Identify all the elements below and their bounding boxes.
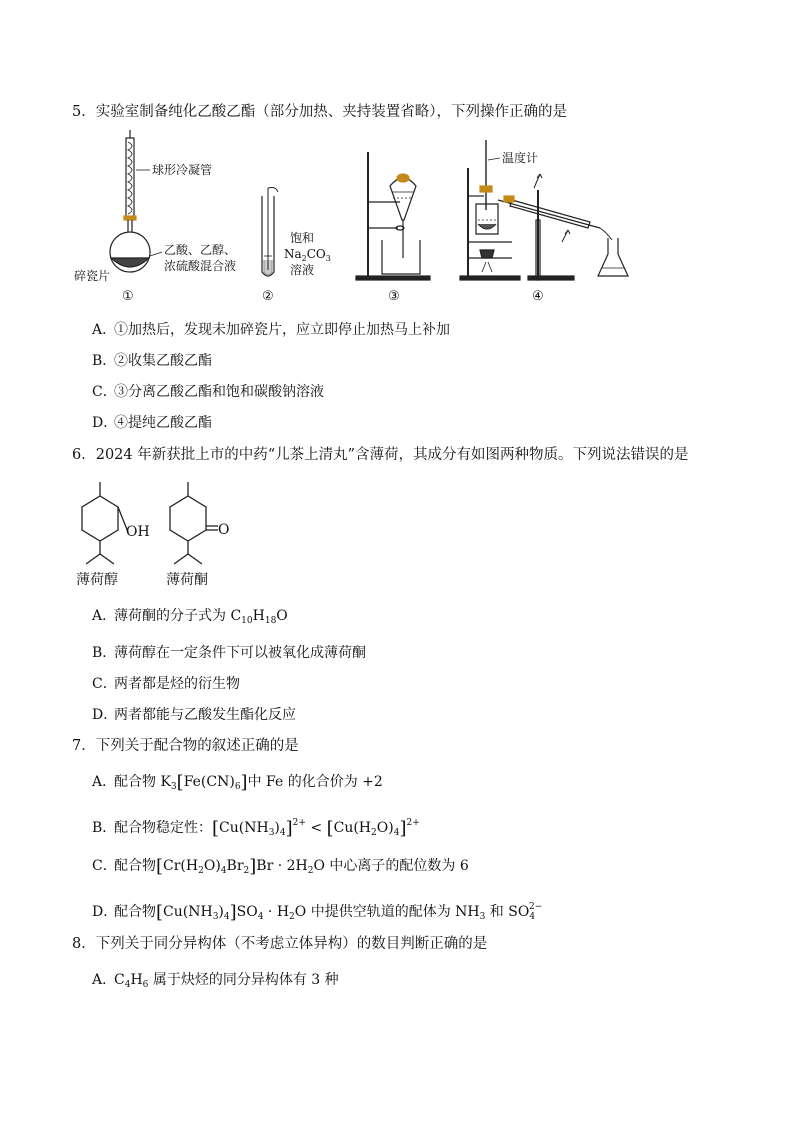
option-text: 配合物 [114,858,156,874]
menthol-structure [82,482,128,564]
subscript: 3 [170,782,177,792]
q8-option-a[interactable] [92,970,339,995]
option-text: 和 SO [485,904,530,920]
option-text: Br · 2H [256,858,308,874]
option-text: 中 Fe 的化合价为 +2 [247,774,383,790]
q7-option-a[interactable] [92,772,383,797]
option-text: SO [236,904,258,920]
apparatus-3-separatory-funnel [356,152,430,280]
option-key: A． [92,774,117,790]
subscript: 4 [279,828,286,838]
option-text: C [114,972,125,988]
subscript: 6 [234,782,241,792]
option-text: 配合物 [114,904,156,920]
apparatus-2-test-tube [262,188,278,277]
subscript: 3 [479,912,486,922]
subscript: 4 [223,912,230,922]
subscript: 2 [198,866,204,876]
option-key: B． [92,353,117,369]
label-mix-2: 浓硫酸混合液 [164,259,237,273]
bracket: ] [399,818,407,839]
label-thermometer: 温度计 [502,151,539,165]
q7-option-d[interactable] [92,897,542,927]
question-8-stem: 8．下列关于同分异构体（不考虑立体异构）的数目判断正确的是 [72,936,488,952]
option-key: D． [92,904,118,920]
option-key: A． [92,972,117,988]
option-text: Cr(H [163,858,199,874]
subscript: 4 [529,912,536,922]
bracket: [ [156,856,164,877]
option-text: ) [218,904,224,920]
bracket: [ [212,818,220,839]
label-n4: ④ [532,289,544,304]
option-text: ) [274,820,280,836]
q7-option-c[interactable] [92,856,469,881]
subscript: 4 [257,912,264,922]
question-5-stem: 5．实验室制备纯化乙酸乙酯（部分加热、夹持装置省略），下列操作正确的是 [72,104,567,120]
label-na2co3: $Na_2CO_3$ [284,247,331,263]
label-saturated: 饱和 [290,231,315,245]
option-text: · H [263,904,290,920]
q5-option-d[interactable] [92,413,212,433]
subscript: 3 [268,828,275,838]
label-chips: 碎瓷片 [74,269,111,283]
option-text: ②收集乙酸乙酯 [114,353,212,369]
option-text: H [252,608,265,624]
option-text: ①加热后，发现未加碎瓷片，应立即停止加热马上补加 [114,322,450,338]
menthone-structure [170,482,218,564]
q5-option-b[interactable] [92,351,212,371]
q6-option-c[interactable] [92,674,240,694]
apparatus-1-reflux [110,130,150,272]
option-text: O [276,608,288,624]
bracket: ] [240,772,248,793]
label-condenser: 球形冷凝管 [152,163,213,177]
q7-option-b[interactable] [92,813,420,843]
option-text: 两者都是烃的衍生物 [114,676,240,692]
label-n1: ① [122,289,134,304]
subscript: 10 [241,616,253,626]
bracket: [ [176,772,184,793]
apparatus-4-distillation [460,140,628,280]
label-solution: 溶液 [290,263,315,277]
option-text: 属于炔烃的同分异构体有 3 种 [148,972,339,988]
subscript: 4 [220,866,227,876]
subscript: 2 [289,912,295,922]
option-text: O) [203,858,221,874]
bracket: ] [229,902,237,923]
label-n3: ③ [388,289,400,304]
q6-structures-figure [70,472,330,592]
bracket: [ [326,818,334,839]
question-6-stem: 6．2024 年新获批上市的中药“儿茶上清丸”含薄荷，其成分有如图两种物质。下列说法错误的是 [72,447,689,463]
bracket: [ [156,902,164,923]
q6-option-b[interactable] [92,643,366,663]
option-text: Cu(NH [163,904,213,920]
subscript: 18 [264,616,277,626]
option-text: Fe(CN) [183,774,235,790]
menthol-name: 薄荷醇 [76,572,118,588]
superscript: 2− [529,902,543,912]
oh-label: OH [126,524,150,540]
q6-option-a[interactable] [92,606,288,631]
label-n2: ② [262,289,274,304]
option-text: 薄荷醇在一定条件下可以被氧化成薄荷酮 [114,645,366,661]
label-mix-1: 乙酸、乙醇、 [164,243,237,257]
option-text: O) [376,820,394,836]
subscript: 2 [307,866,314,876]
bracket: ] [285,818,293,839]
subscript: 2 [243,866,250,876]
option-key: B． [92,645,117,661]
option-key: B． [92,820,117,836]
option-text: < [305,820,327,836]
q5-apparatus-figure [0,130,794,330]
bracket: ] [249,856,257,877]
option-text: Cu(NH [219,820,269,836]
option-key: C． [92,858,117,874]
menthone-name: 薄荷酮 [166,572,208,588]
option-text: 配合物 K [114,774,171,790]
subscript: 2 [371,828,377,838]
o-label: O [218,522,230,538]
option-text: O 中提供空轨道的配体为 NH [294,904,480,920]
option-text: Cu(H [333,820,372,836]
question-7-stem: 7．下列关于配合物的叙述正确的是 [72,738,299,754]
q5-option-c[interactable] [92,382,324,402]
option-text: 两者都能与乙酸发生酯化反应 [114,707,296,723]
q6-option-d[interactable] [92,705,296,725]
option-text: 薄荷酮的分子式为 C [114,608,242,624]
q5-option-a[interactable] [92,320,450,340]
subscript: 4 [393,828,400,838]
option-text: O 中心离子的配位数为 6 [313,858,469,874]
superscript: 2+ [292,818,306,828]
superscript: 2+ [406,818,420,828]
option-key: A． [92,322,117,338]
option-text: H [130,972,143,988]
option-key: A． [92,608,117,624]
subscript: 4 [124,980,131,990]
option-key: C． [92,384,117,400]
option-key: C． [92,676,117,692]
subscript: 6 [142,980,149,990]
subscript: 3 [212,912,219,922]
option-text: 配合物稳定性： [114,820,212,836]
option-text: ④提纯乙酸乙酯 [114,415,212,431]
option-text: ③分离乙酸乙酯和饱和碳酸钠溶液 [114,384,324,400]
option-key: D． [92,415,118,431]
option-text: Br [226,858,244,874]
option-key: D． [92,707,118,723]
